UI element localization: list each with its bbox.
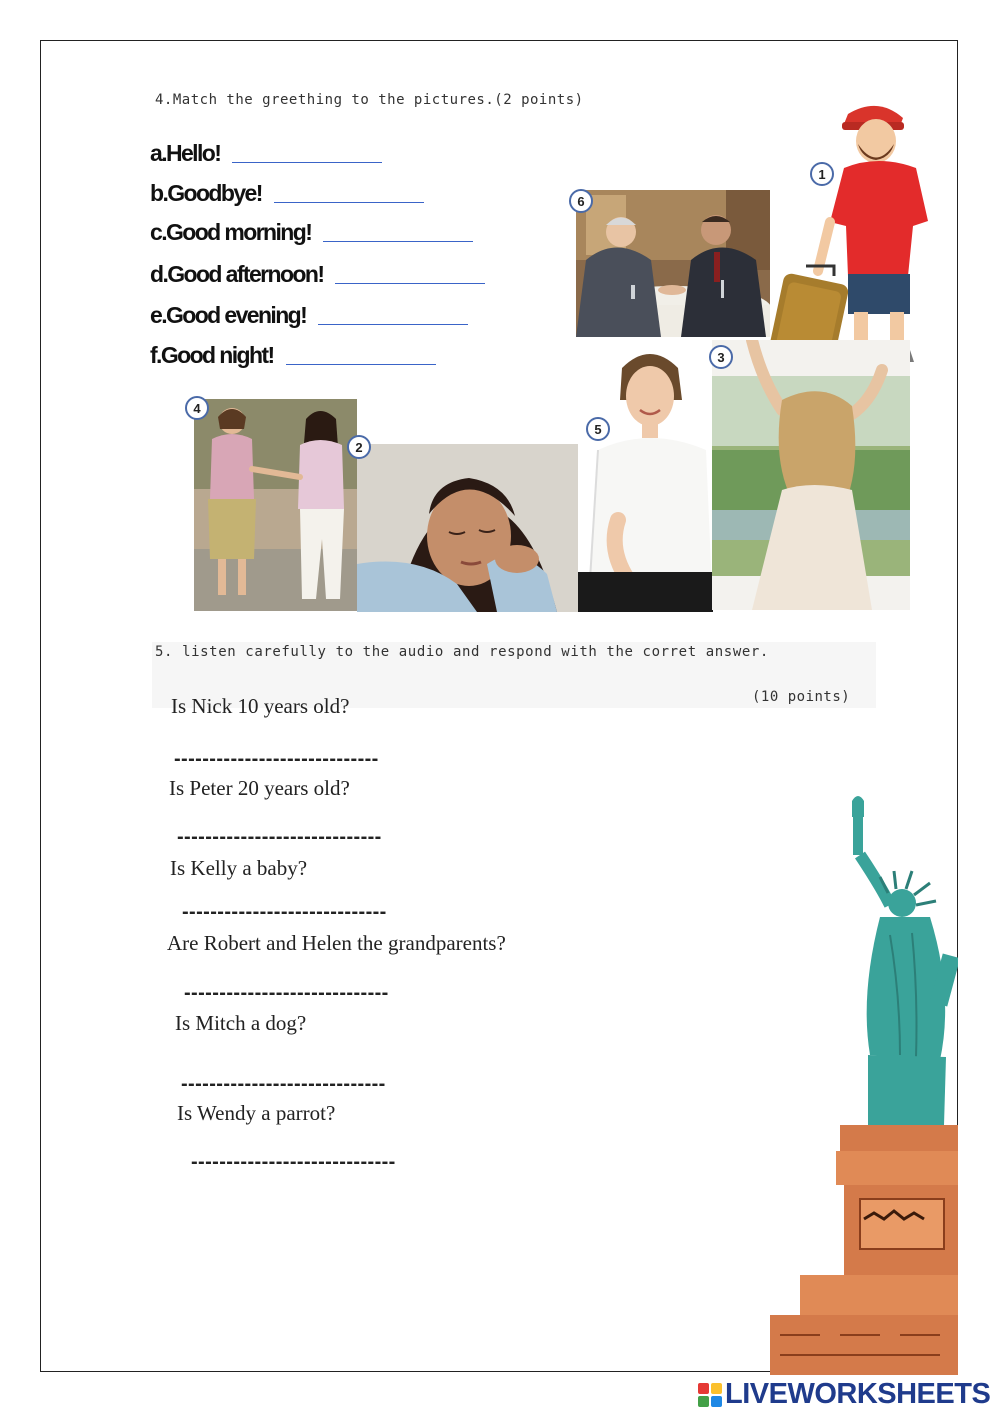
picture-restaurant-handshake [576, 190, 770, 337]
greeting-label: d.Good afternoon! [150, 261, 324, 287]
answer-line[interactable]: ----------------------------- [182, 901, 387, 923]
answer-line[interactable]: ----------------------------- [181, 1073, 386, 1095]
answer-blank[interactable] [286, 364, 436, 365]
question-item: Is Peter 20 years old? [169, 776, 350, 800]
logo-square [711, 1396, 722, 1407]
picture-woman-offering-hand [578, 340, 713, 612]
answer-line[interactable]: ----------------------------- [184, 982, 389, 1004]
picture-number-badge: 1 [810, 162, 834, 186]
picture-number-badge: 2 [347, 435, 371, 459]
logo-square [698, 1396, 709, 1407]
greeting-f [150, 342, 436, 369]
greeting-label: f.Good night! [150, 342, 274, 368]
answer-blank[interactable] [232, 162, 382, 163]
question-item: Is Nick 10 years old? [171, 694, 350, 718]
greeting-a [150, 140, 382, 167]
question-item: Is Wendy a parrot? [177, 1101, 336, 1125]
greeting-b [150, 180, 424, 207]
picture-number-badge: 5 [586, 417, 610, 441]
question4-title: 4.Match the greething to the pictures.(2 points) [155, 92, 584, 108]
statue-of-liberty-illustration [740, 795, 958, 1375]
greeting-e [150, 302, 468, 329]
picture-number-badge: 3 [709, 345, 733, 369]
question-item: Is Kelly a baby? [170, 856, 308, 880]
greeting-label: c.Good morning! [150, 219, 312, 245]
answer-blank[interactable] [323, 241, 473, 242]
question-item: Is Mitch a dog? [175, 1011, 307, 1035]
logo-text: LIVEWORKSHEETS [725, 1378, 991, 1410]
answer-line[interactable]: ----------------------------- [177, 826, 382, 848]
picture-number-badge: 6 [569, 189, 593, 213]
answer-blank[interactable] [335, 283, 485, 284]
question5-points: (10 points) [752, 689, 851, 705]
question5-title: 5. listen carefully to the audio and respond with the corret answer. [155, 644, 769, 660]
greeting-d [150, 261, 485, 288]
greeting-label: b.Goodbye! [150, 180, 262, 206]
greeting-c [150, 219, 473, 246]
picture-number-badge: 4 [185, 396, 209, 420]
picture-woman-sleeping [357, 444, 583, 612]
answer-blank[interactable] [318, 324, 468, 325]
greeting-label: e.Good evening! [150, 302, 307, 328]
answer-line[interactable]: ----------------------------- [174, 748, 379, 770]
answer-line[interactable]: ----------------------------- [191, 1151, 396, 1173]
picture-woman-stretching [712, 340, 910, 610]
answer-blank[interactable] [274, 202, 424, 203]
logo-square [711, 1383, 722, 1394]
greeting-label: a.Hello! [150, 140, 221, 166]
picture-traveler-suitcase [768, 96, 938, 376]
liveworksheets-logo [698, 1378, 990, 1411]
logo-square [698, 1383, 709, 1394]
picture-women-handshake [194, 399, 357, 611]
logo-grid-icon [698, 1383, 722, 1407]
question-item: Are Robert and Helen the grandparents? [167, 931, 506, 955]
